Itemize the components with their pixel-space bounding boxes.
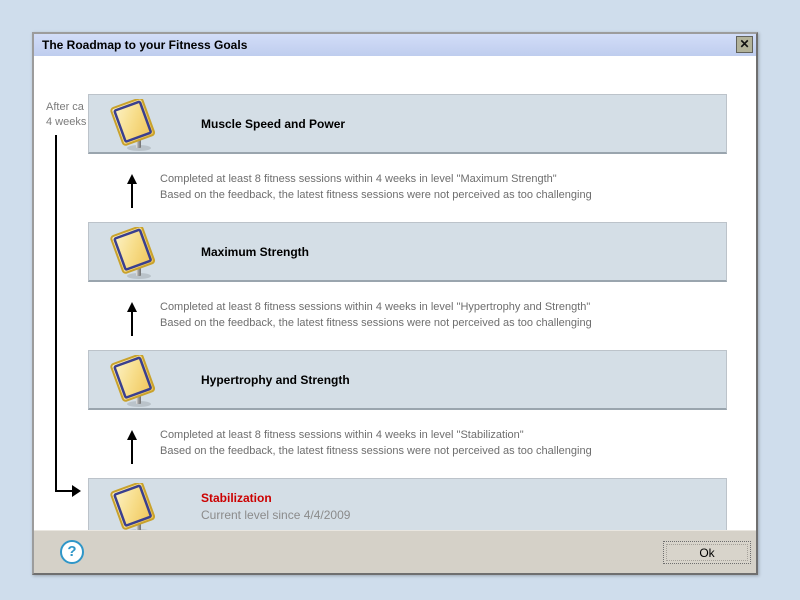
signpost-icon: [109, 355, 161, 409]
level-card-maximum-strength: [88, 222, 727, 282]
transition-to-muscle-speed-and-power: [34, 170, 756, 214]
ok-button[interactable]: [663, 541, 751, 564]
transition-condition-1: Completed at least 8 fitness sessions within 4 weeks in level "Stabilization": [160, 429, 524, 441]
level-title: Hypertrophy and Strength: [201, 372, 350, 387]
transition-condition-1: Completed at least 8 fitness sessions within 4 weeks in level "Maximum Strength": [160, 173, 557, 185]
ok-button-label: Ok: [666, 544, 748, 561]
transition-to-hypertrophy-and-strength: [34, 426, 756, 470]
up-arrow-icon: [126, 430, 138, 464]
timeline-arrow-right-icon: [72, 485, 81, 497]
roadmap-dialog: [32, 32, 758, 575]
signpost-icon: [109, 227, 161, 281]
current-level-title: Stabilization: [201, 490, 272, 505]
level-title: Maximum Strength: [201, 244, 310, 259]
transition-condition-2: Based on the feedback, the latest fitness sessions were not perceived as too challenging: [160, 445, 592, 457]
after-weeks-line1: After ca: [46, 101, 84, 113]
level-title: Muscle Speed and Power: [201, 116, 346, 131]
dialog-footer: [34, 530, 756, 573]
close-icon[interactable]: ✕: [736, 36, 753, 53]
level-card-hypertrophy-and-strength: [88, 350, 727, 410]
after-weeks-line2: 4 weeks: [46, 116, 87, 128]
signpost-icon: [109, 483, 161, 537]
signpost-icon: [109, 99, 161, 153]
up-arrow-icon: [126, 174, 138, 208]
level-card-stabilization: [88, 478, 727, 535]
up-arrow-icon: [126, 302, 138, 336]
level-card-muscle-speed-and-power: [88, 94, 727, 154]
timeline-horizontal-line: [55, 490, 72, 492]
transition-to-maximum-strength: [34, 298, 756, 342]
roadmap-content: [34, 56, 756, 530]
transition-condition-2: Based on the feedback, the latest fitness sessions were not perceived as too challenging: [160, 317, 592, 329]
transition-condition-2: Based on the feedback, the latest fitness sessions were not perceived as too challenging: [160, 189, 592, 201]
dialog-title: The Roadmap to your Fitness Goals: [42, 38, 248, 52]
current-level-since: Current level since 4/4/2009: [201, 507, 351, 522]
transition-condition-1: Completed at least 8 fitness sessions within 4 weeks in level "Hypertrophy and Strength": [160, 301, 591, 313]
help-icon[interactable]: ?: [60, 540, 84, 564]
after-weeks-label: [46, 100, 86, 130]
dialog-titlebar: [34, 34, 756, 56]
